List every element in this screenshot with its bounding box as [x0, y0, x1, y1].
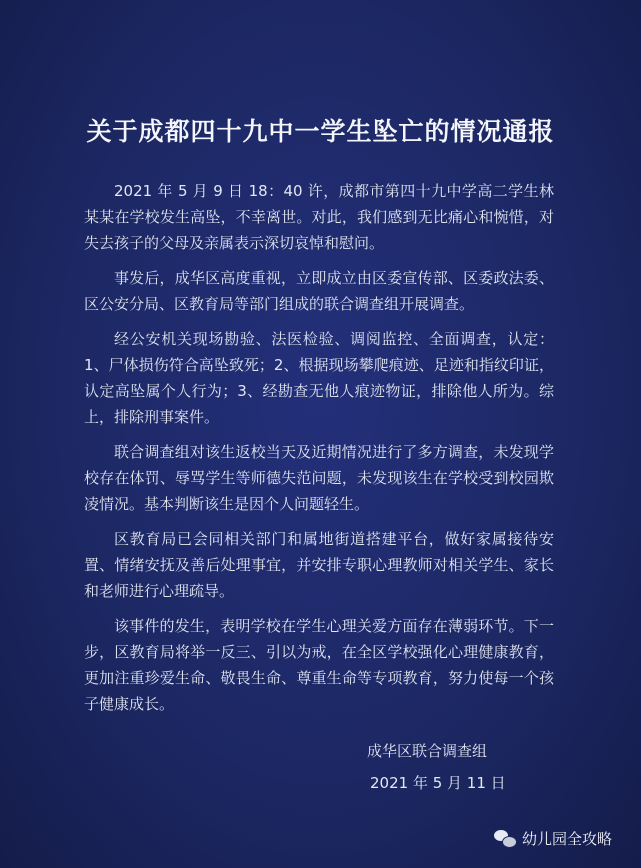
- paragraph-4: 联合调查组对该生返校当天及近期情况进行了多方调查，未发现学校存在体罚、辱骂学生等师德失范问题，未发现该生在学校受到校园欺凌情况。基本判断该生是因个人问题轻生。: [84, 443, 554, 513]
- page-title: 关于成都四十九中一学生坠亡的情况通报: [86, 117, 555, 146]
- watermark-label: 幼儿园全攻略: [522, 830, 613, 848]
- paragraph-1: 2021 年 5 月 9 日 18：40 许，成都市第四十九中学高二学生林某某在学校发生高坠，不幸离世。对此，我们感到无比痛心和惋惜，对失去孩子的父母及亲属表示深切哀悼和慰问。: [84, 182, 554, 252]
- watermark: [494, 828, 612, 849]
- paragraph-5: 区教育局已会同相关部门和属地街道搭建平台，做好家属接待安置、情绪安抚及善后处理事宜，并安排专职心理教师对相关学生、家长和老师进行心理疏导。: [84, 530, 554, 600]
- paragraph-2: 事发后，成华区高度重视，立即成立由区委宣传部、区委政法委、区公安分局、区教育局等部门组成的联合调查组开展调查。: [84, 269, 554, 313]
- paragraph-6: 该事件的发生，表明学校在学生心理关爱方面存在薄弱环节。下一步，区教育局将举一反三、引以为戒，在全区学校强化心理健康教育，更加注重珍爱生命、敬畏生命、尊重生命等专项教育，努力使每一个孩子健康成长。: [84, 617, 554, 713]
- signature-org: 成华区联合调查组: [367, 742, 488, 760]
- paragraph-3: 经公安机关现场勘验、法医检验、调阅监控、全面调查，认定：1、尸体损伤符合高坠致死；2、根据现场攀爬痕迹、足迹和指纹印证，认定高坠属个人行为；3、经勘查无他人痕迹物证，排除他人所为。综上，排除刑事案件。: [84, 330, 554, 426]
- signature-date: 2021 年 5 月 11 日: [370, 774, 506, 792]
- wechat-icon: [494, 830, 516, 848]
- notice-body: [84, 178, 554, 726]
